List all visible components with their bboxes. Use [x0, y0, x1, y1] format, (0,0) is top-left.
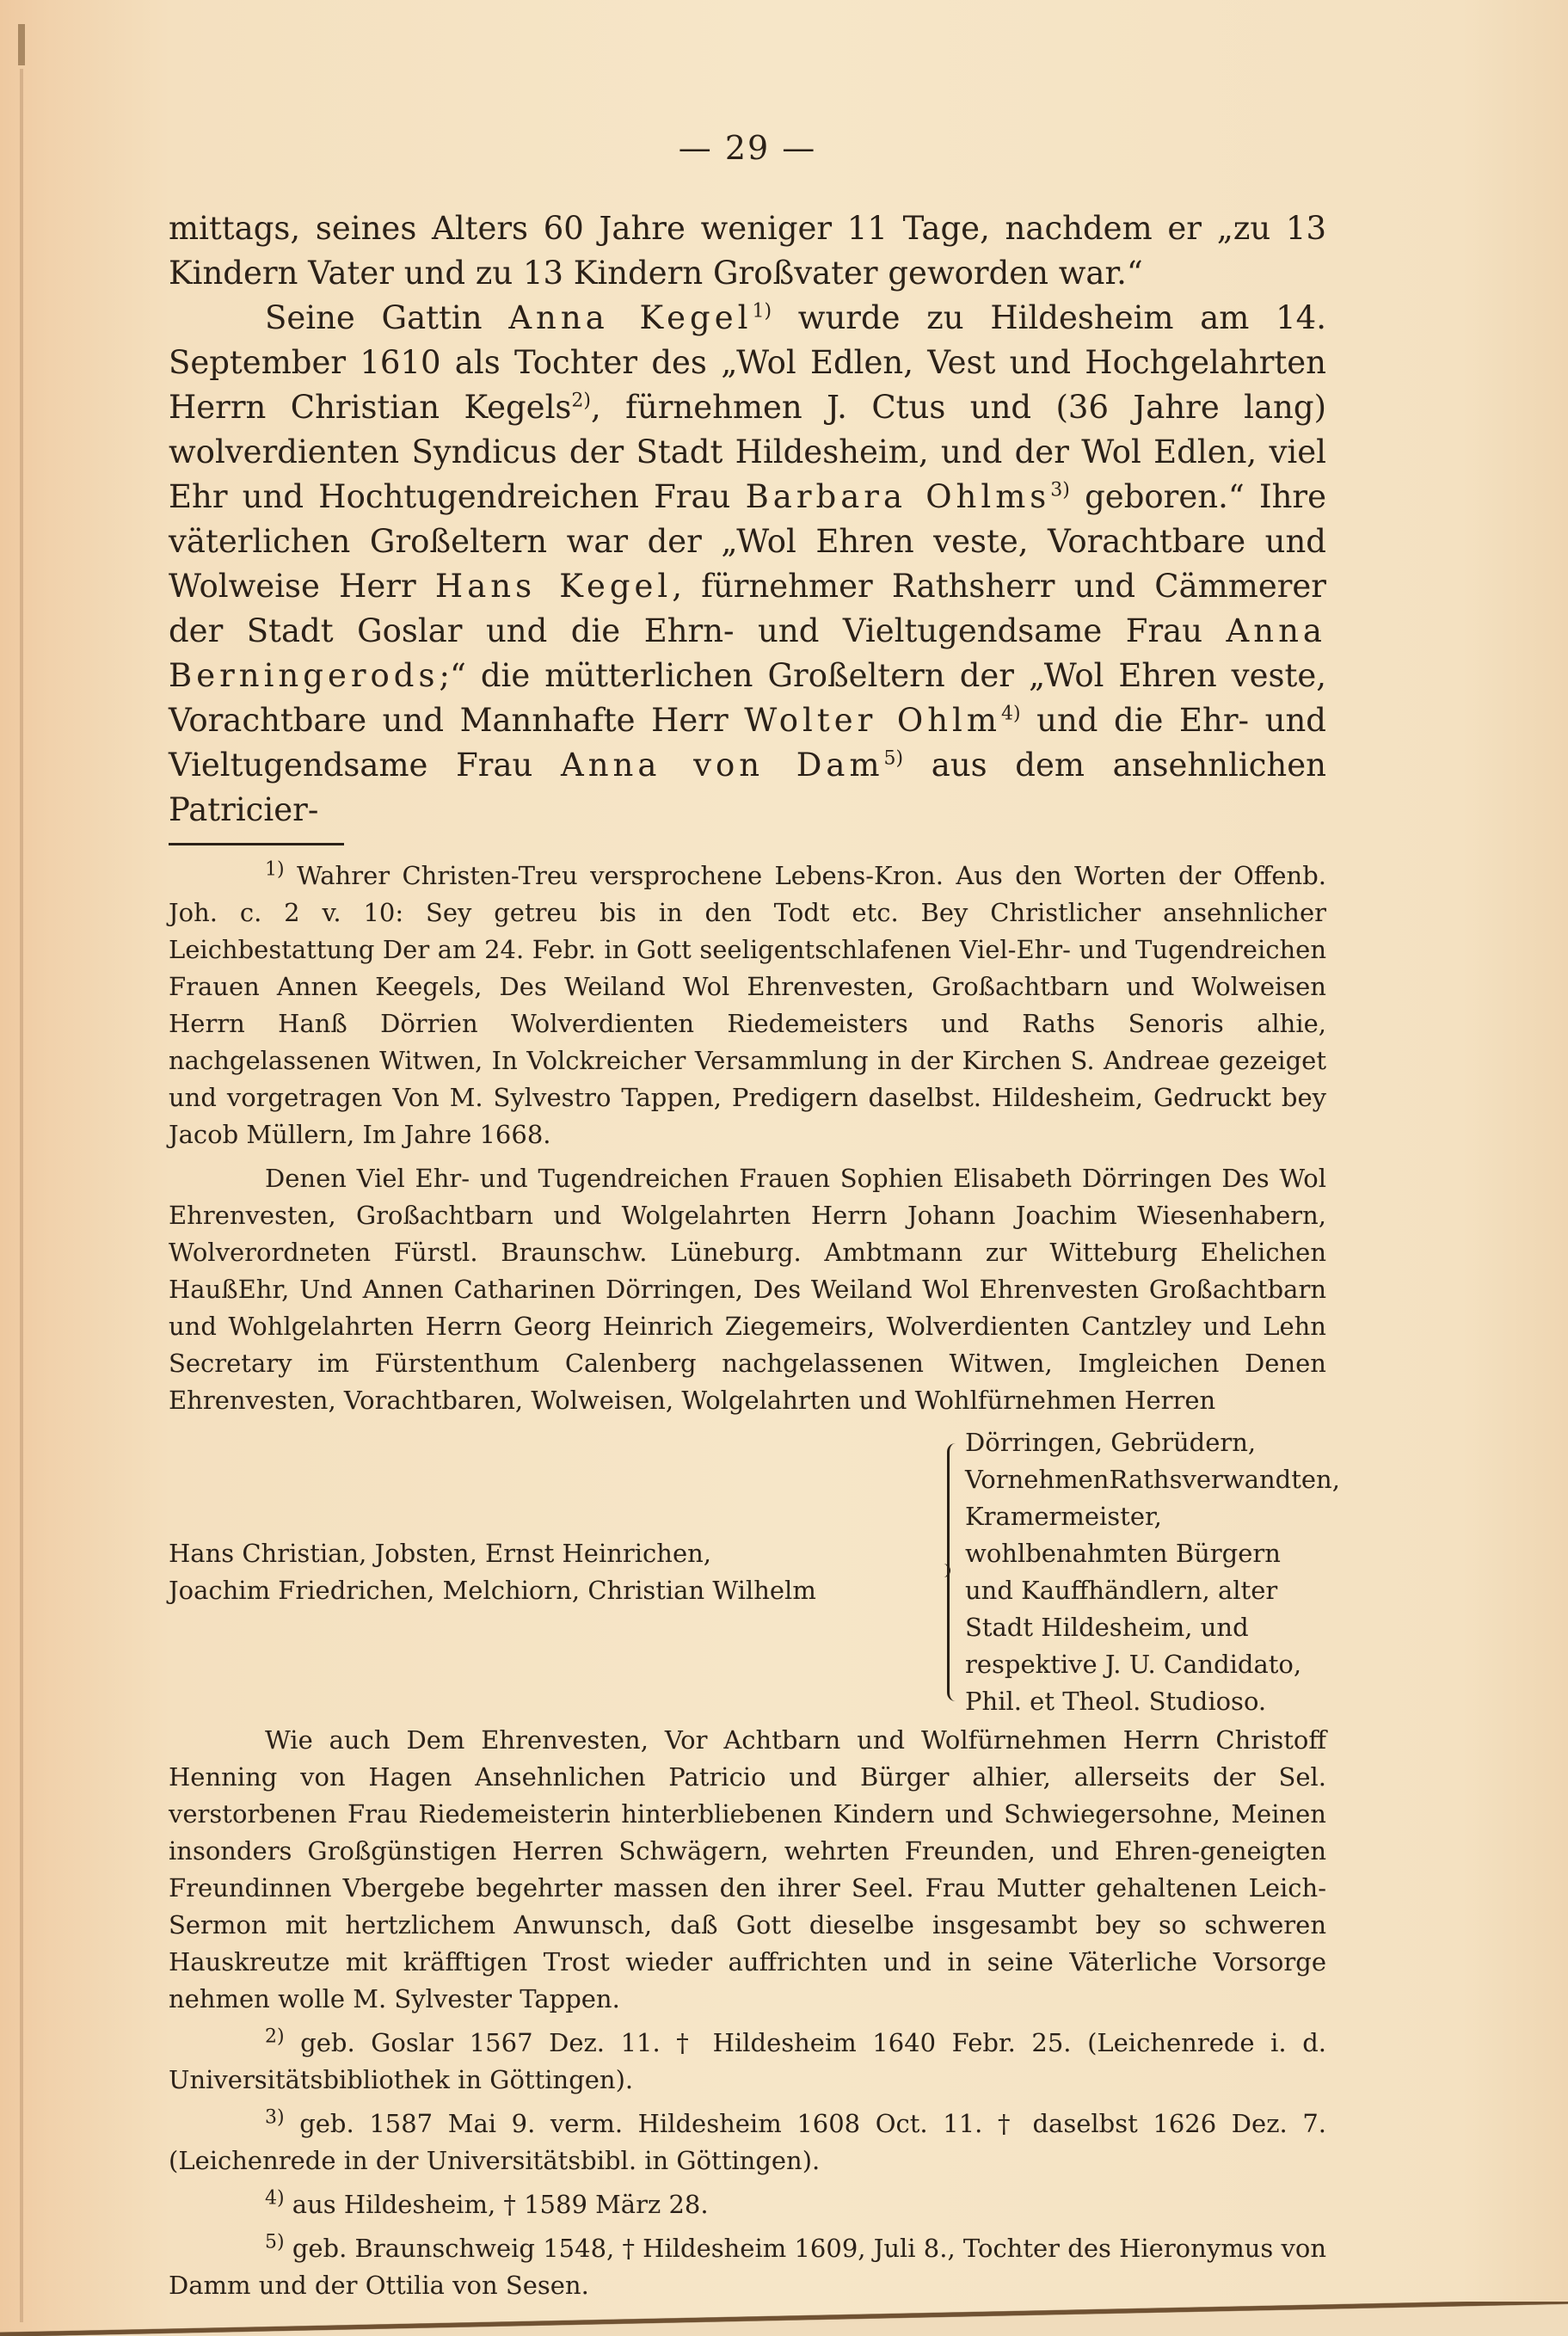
body-paragraph-1: mittags, seines Alters 60 Jahre weniger 11 Tage, nachdem er „zu 13 Kindern Vater und zu 13 Kindern Großvater geworden war.“	[169, 210, 1326, 292]
footnote-marker: 5)	[265, 2231, 285, 2253]
body-paragraph-2	[169, 296, 1326, 833]
text-run: und die Ehr- und Vieltugendsame Frau	[169, 702, 1326, 784]
footnote-ref-1[interactable]: 1)	[752, 300, 772, 323]
footnote-ref-5[interactable]: 5)	[883, 747, 904, 770]
page-content	[169, 129, 1340, 2311]
footnote-1-dedication: Denen Viel Ehr- und Tugendreichen Frauen Sophien Elisabeth Dörringen Des Wol Ehrenvesten, Großachtbarn und Wolgelahrten Herrn Johann Joachim Wiesenhabern, Wolverordneten Fürstl. Braunschw. Lüneburg. Ambtmann zur Witteburg Ehelichen HaußEhr, Und Annen Catharinen Dörringen, Des Weiland Wol Ehrenvesten Großachtbarn und Wohlgelahrten Herrn Georg Heinrich Ziegemeirs, Wolverdienten Cantzley und Lehn Secretary im Fürstenthum Calenberg nachgelassenen Witwen, Imgleichen Denen Ehrenvesten, Vorachtbaren, Wolweisen, Wolgelahrten und Wohlfürnehmen Herren	[169, 1164, 1326, 1415]
footnote-text: geb. 1587 Mai 9. verm. Hildesheim 1608 Oct. 11. † daselbst 1626 Dez. 7. (Leichenrede in der Universitätsbibl. in Göttingen).	[169, 2109, 1326, 2175]
footnote-marker: 3)	[265, 2106, 285, 2129]
curly-brace	[947, 1443, 958, 1701]
footnote-text: aus Hildesheim, † 1589 März 28.	[284, 2190, 709, 2219]
footnote-ref-4[interactable]: 4)	[1000, 703, 1021, 725]
footnote-marker: 4)	[265, 2187, 285, 2210]
footnote-marker: 1)	[265, 858, 285, 881]
footnote-text: Wahrer Christen-Treu versprochene Lebens-Kron. Aus den Worten der Offenb. Joh. c. 2 v. 10: Sey getreu bis in den Todt etc. Bey Christlicher ansehnlicher Leichbestattung Der am 24. Febr. in Gott seeligentschlafenen Viel-Ehr- und Tugendreichen Frauen Annen Keegels, Des Weiland Wol Ehrenvesten, Großachtbarn und Wolweisen Herrn Hanß Dörrien Wolverdienten Riedemeisters und Raths Senoris alhie, nachgelassenen Witwen, In Volckreicher Versammlung in der Kirchen S. Andreae gezeiget und vorgetragen Von M. Sylvestro Tappen, Predigern daselbst. Hildesheim, Gedruckt bey Jacob Müllern, Im Jahre 1668.	[169, 861, 1326, 1149]
footnote-marker: 2)	[265, 2026, 285, 2048]
name-anna-berningerods: Anna Berningerods	[169, 612, 1326, 694]
name-hans-kegel: Hans Kegel	[434, 568, 673, 605]
footnote-ref-2[interactable]: 2)	[571, 390, 591, 412]
brace-description: Dörringen, Gebrüdern, VornehmenRathsverwandten, Kramermeister, wohlbenahmten Bürgern und Kauffhändlern, alter Stadt Hildesheim, und respektive J. U. Candidato, Phil. et Theol. Studioso.	[965, 1428, 1340, 1716]
name-anna-kegel: Anna Kegel	[508, 299, 753, 336]
name-barbara-ohlms: Barbara Ohlms	[745, 478, 1051, 515]
footnote-1-closing: Wie auch Dem Ehrenvesten, Vor Achtbarn und Wolfürnehmen Herrn Christoff Henning von Hagen Ansehnlichen Patricio und Bürger alhier, allerseits der Sel. verstorbenen Frau Riedemeisterin hinterbliebenen Kindern und Schwiegersohne, Meinen insonders Großgünstigen Herren Schwägern, wehrten Freunden, und Ehren-geneigten Freundinnen Vbergebe begehrter massen den ihrer Seel. Frau Mutter gehaltenen Leich-Sermon mit hertzlichem Anwunsch, daß Gott dieselbe insgesambt bey so schweren Hauskreutze mit kräfftigen Trost wieder auffrichten und in seine Väterliche Vorsorge nehmen wolle M. Sylvester Tappen.	[169, 1725, 1326, 2013]
text-run: , fürnehmer Rathsherr und Cämmerer der Stadt Goslar und die Ehrn- und Vieltugendsame Frau	[169, 568, 1326, 649]
text-run: Seine Gattin	[265, 299, 509, 336]
text-run: wurde zu Hildesheim am 14. September 1610 als Tochter des „Wol Edlen, Vest und Hochgelahrten Herrn Christian Kegels	[169, 299, 1326, 426]
text-run: ;“ die mütterlichen Großeltern der „Wol Ehren veste, Vorachtbare und Mannhafte Herr	[169, 657, 1326, 739]
name-wolter-ohlm: Wolter Ohlm	[744, 702, 1001, 739]
footnote-2	[169, 2025, 1326, 2099]
footnote-5	[169, 2230, 1326, 2304]
footnote-ref-3[interactable]: 3)	[1050, 479, 1070, 501]
footnote-text: geb. Goslar 1567 Dez. 11. † Hildesheim 1640 Febr. 25. (Leichenrede i. d. Universitätsbibliothek in Göttingen).	[169, 2028, 1326, 2094]
brace-names-line-1: Hans Christian, Jobsten, Ernst Heinrichen,	[169, 1539, 712, 1568]
dedication-brace-group	[169, 1424, 1340, 1720]
text-run: aus dem ansehnlichen Patricier-	[169, 747, 1326, 828]
name-anna-von-dam: Anna von Dam	[561, 747, 884, 784]
footnote-1	[169, 858, 1326, 1153]
brace-names-line-2: Joachim Friedrichen, Melchiorn, Christian Wilhelm	[169, 1576, 816, 1605]
text-run: , fürnehmen J. Ctus und (36 Jahre lang) wolverdienten Syndicus der Stadt Hildesheim, und der Wol Edlen, viel Ehr und Hochtugendreichen Frau	[169, 389, 1326, 515]
brace-names	[169, 1535, 947, 1609]
binding-gutter	[20, 69, 23, 2322]
footnote-separator	[169, 843, 344, 845]
page-bottom-edge	[0, 2302, 1568, 2336]
footnote-text: geb. Braunschweig 1548, † Hildesheim 1609, Juli 8., Tochter des Hieronymus von Damm und der Ottilia von Sesen.	[169, 2234, 1326, 2300]
footnote-4	[169, 2186, 1326, 2223]
gutter-mark	[18, 24, 25, 65]
page-number: — 29 —	[678, 129, 817, 167]
footnote-3	[169, 2105, 1326, 2179]
text-run: geboren.“ Ihre väterlichen Großeltern war der „Wol Ehren veste, Vorachtbare und Wolweise Herr	[169, 478, 1326, 605]
